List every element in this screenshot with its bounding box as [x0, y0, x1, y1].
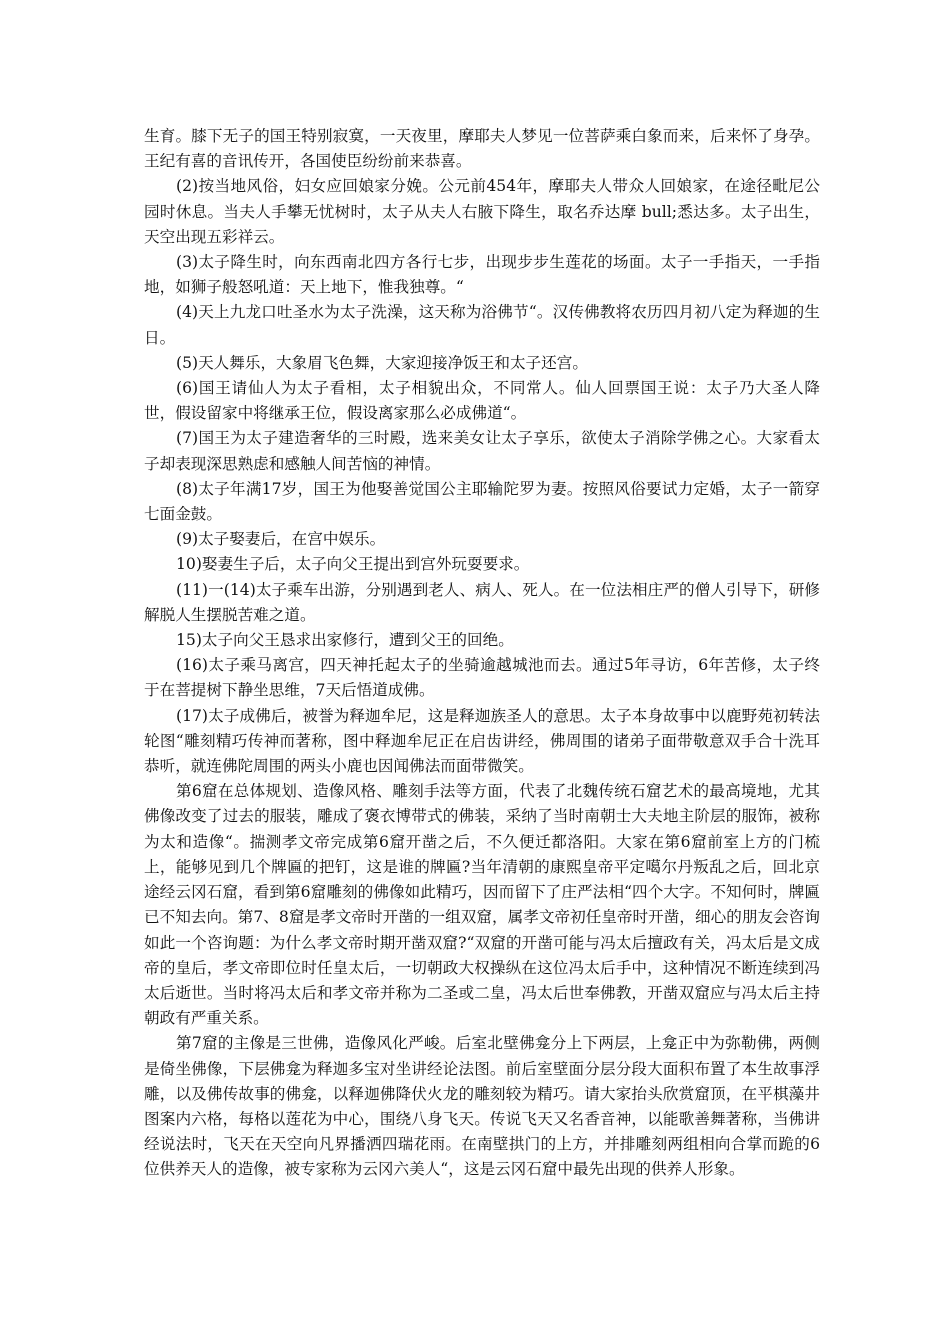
paragraph-9: (9)太子娶妻后，在宫中娱乐。 [176, 530, 386, 549]
paragraph-2: (2)按当地风俗，妇女应回娘家分娩。公元前454年，摩耶夫人带众人回娘家，在途径毗尼公园时休息。当夫人手攀无忧树时，太子从夫人右腋下降生，取名乔达摩 bull;悉达多。太子出生，天空出现五彩祥云。 [144, 177, 820, 246]
paragraph-12: 15)太子向父王恳求出家修行，遭到父王的回绝。 [176, 631, 514, 650]
paragraph-3: (3)太子降生时，向东西南北四方各行七步，出现步步生莲花的场面。太子一手指天，一手指地，如狮子般怒吼道：天上地下，惟我独尊。“ [144, 253, 820, 297]
paragraph-10: 10)娶妻生子后，太子向父王提出到宫外玩耍要求。 [176, 555, 530, 574]
paragraph-13: (16)太子乘马离宫，四天神托起太子的坐骑逾越城池而去。通过5年寻访，6年苦修，太子终于在菩提树下静坐思维，7天后悟道成佛。 [144, 656, 820, 700]
paragraph-14: (17)太子成佛后，被誉为释迦牟尼，这是释迦族圣人的意思。太子本身故事中以鹿野苑初转法轮图“雕刻精巧传神而著称，图中释迦牟尼正在启齿讲经，佛周围的诸弟子面带敬意双手合十洗耳恭听，就连佛陀周围的两头小鹿也因闻佛法而面带微笑。 [144, 706, 820, 776]
paragraph-1: 生育。膝下无子的国王特别寂寞，一天夜里，摩耶夫人梦见一位菩萨乘白象而来，后来怀了身孕。王纪有喜的音讯传开，各国使臣纷纷前来恭喜。 [144, 127, 820, 171]
paragraph-4: (4)天上九龙口吐圣水为太子洗澡，这天称为浴佛节“。汉传佛教将农历四月初八定为释迦的生日。 [144, 303, 820, 347]
document-body [144, 124, 820, 1183]
paragraph-16: 第7窟的主像是三世佛，造像风化严峻。后室北壁佛龛分上下两层，上龛正中为弥勒佛，两侧是倚坐佛像，下层佛龛为释迦多宝对坐讲经论法图。前后室壁面分层分段大面积布置了本生故事浮雕，以及佛传故事的佛龛，以释迦佛降伏火龙的雕刻较为精巧。请大家抬头欣赏窟顶，在平棋藻井图案内六格，每格以莲花为中心，围绕八身飞天。传说飞天又名香音神，以能歌善舞著称，当佛讲经说法时，飞天在天空向凡界播洒四瑞花雨。在南壁拱门的上方，并排雕刻两组相向合掌而跪的6位供养天人的造像，被专家称为云冈六美人“，这是云冈石窟中最先出现的供养人形象。 [144, 1034, 820, 1179]
paragraph-7: (7)国王为太子建造奢华的三时殿，选来美女让太子享乐，欲使太子消除学佛之心。大家看太子却表现深思熟虑和感触人间苦恼的神情。 [144, 429, 820, 473]
paragraph-5: (5)天人舞乐，大象眉飞色舞，大家迎接净饭王和太子还宫。 [176, 353, 588, 372]
paragraph-15: 第6窟在总体规划、造像风格、雕刻手法等方面，代表了北魏传统石窟艺术的最高境地，尤其佛像改变了过去的服装，雕成了褒衣博带式的佛装，采纳了当时南朝士大夫地主阶层的服饰，被称为太和造像“。揣测孝文帝完成第6窟开凿之后，不久便迁都洛阳。大家在第6窟前室上方的门梳上，能够见到几个牌匾的把钉，这是谁的牌匾?当年清朝的康熙皇帝平定噶尔丹叛乱之后，回北京途经云冈石窟，看到第6窟雕刻的佛像如此精巧，因而留下了庄严法相“四个大字。不知何时，牌匾已不知去向。第7、8窟是孝文帝时开凿的一组双窟，属孝文帝初任皇帝时开凿，细心的朋友会咨询如此一个咨询题：为什么孝文帝时期开凿双窟?“双窟的开凿可能与冯太后擅政有关，冯太后是文成帝的皇后，孝文帝即位时任皇太后，一切朝政大权操纵在这位冯太后手中，这种情况不断连续到冯太后逝世。当时将冯太后和孝文帝并称为二圣或二皇，冯太后世奉佛教，开凿双窟应与冯太后主持朝政有严重关系。 [144, 782, 820, 1028]
paragraph-11: (11)一(14)太子乘车出游，分别遇到老人、病人、死人。在一位法相庄严的僧人引导下，研修解脱人生摆脱苦难之道。 [144, 580, 820, 624]
paragraph-6: (6)国王请仙人为太子看相，太子相貌出众，不同常人。仙人回票国王说：太子乃大圣人降世，假设留家中将继承王位，假设离家那么必成佛道“。 [144, 379, 820, 423]
paragraph-8: (8)太子年满17岁，国王为他娶善觉国公主耶输陀罗为妻。按照风俗要试力定婚，太子一箭穿七面金鼓。 [144, 479, 820, 524]
